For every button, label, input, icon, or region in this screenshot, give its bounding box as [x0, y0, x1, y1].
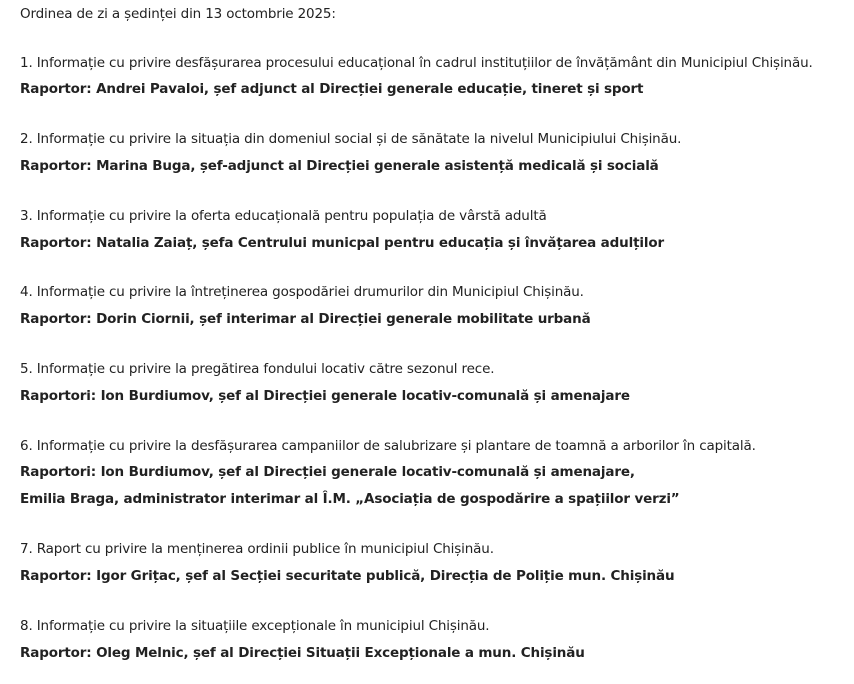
agenda-item-5-text: 5. Informație cu privire la pregătirea fondului locativ către sezonul rece.	[20, 361, 495, 377]
agenda-item-2-reporter: Raportor: Marina Buga, șef-adjunct al Direcției generale asistență medicală și socială	[20, 158, 659, 174]
agenda-heading: Ordinea de zi a ședinței din 13 octombrie 2025:	[20, 6, 336, 22]
agenda-item-5-reporter: Raportori: Ion Burdiumov, șef al Direcției generale locativ-comunală și amenajare	[20, 388, 630, 404]
agenda-item-2-text: 2. Informație cu privire la situația din domeniul social și de sănătate la nivelul Municipiului Chișinău.	[20, 131, 682, 147]
agenda-item-3-reporter: Raportor: Natalia Zaiaț, șefa Centrului municpal pentru educația și învățarea adulților	[20, 235, 664, 251]
agenda-item-7-text: 7. Raport cu privire la menținerea ordinii publice în municipiul Chișinău.	[20, 541, 494, 557]
agenda-item-6-text: 6. Informație cu privire la desfășurarea campaniilor de salubrizare și plantare de toamnă a arborilor în capitală.	[20, 438, 756, 454]
agenda-item-8-text: 8. Informație cu privire la situațiile excepționale în municipiul Chișinău.	[20, 618, 490, 634]
agenda-item-4-text: 4. Informație cu privire la întreținerea gospodăriei drumurilor din Municipiul Chișinău.	[20, 284, 584, 300]
agenda-item-1-text: 1. Informație cu privire desfășurarea procesului educațional în cadrul instituțiilor de învățământ din Municipiul Chișinău.	[20, 55, 813, 71]
agenda-item-3-text: 3. Informație cu privire la oferta educațională pentru populația de vârstă adultă	[20, 208, 547, 224]
agenda-item-7-reporter: Raportor: Igor Grițac, șef al Secției securitate publică, Direcția de Poliție mun. Chișinău	[20, 568, 675, 584]
agenda-item-8-reporter: Raportor: Oleg Melnic, șef al Direcției Situații Excepționale a mun. Chișinău	[20, 645, 585, 661]
agenda-item-1-reporter: Raportor: Andrei Pavaloi, șef adjunct al Direcției generale educație, tineret și sport	[20, 81, 644, 97]
agenda-item-6-reporter: Raportori: Ion Burdiumov, șef al Direcției generale locativ-comunală și amenajare,	[20, 464, 635, 480]
agenda-item-6-reporter-2: Emilia Braga, administrator interimar al Î.M. „Asociația de gospodărire a spațiilor verzi”	[20, 491, 680, 507]
agenda-item-4-reporter: Raportor: Dorin Ciornii, șef interimar al Direcției generale mobilitate urbană	[20, 311, 591, 327]
